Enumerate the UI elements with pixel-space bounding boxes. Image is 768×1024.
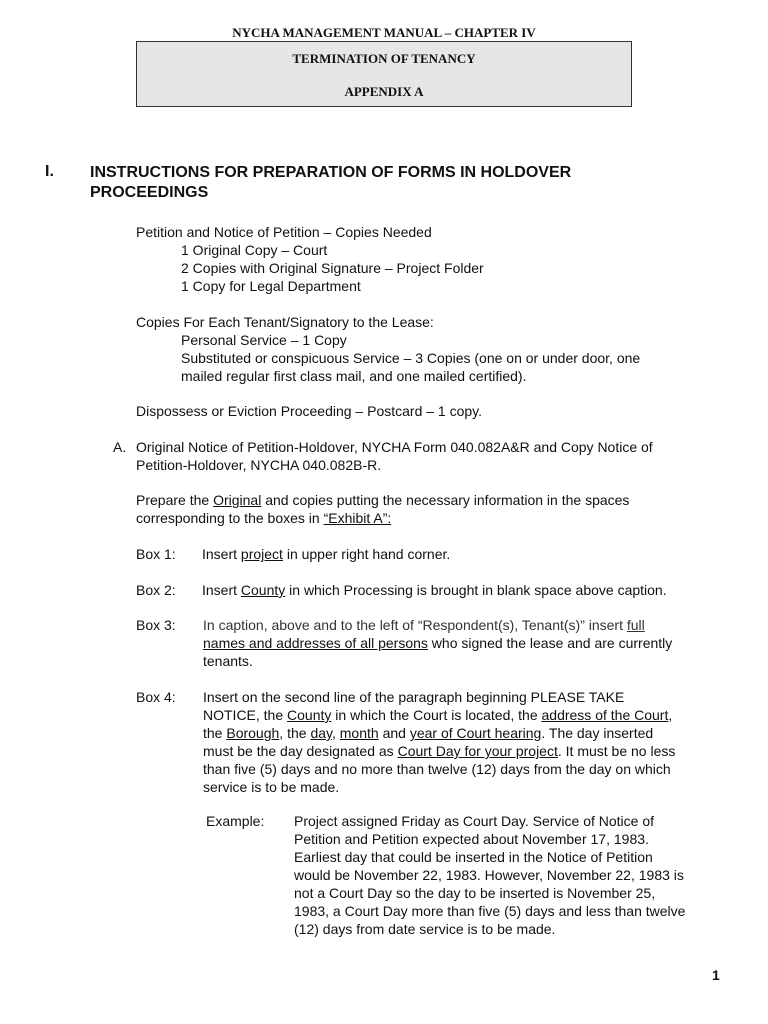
- example-line: would be November 22, 1983. However, November 22, 1983 is: [294, 867, 684, 883]
- petition-item: 1 Copy for Legal Department: [181, 278, 361, 294]
- appendix-label: APPENDIX A: [344, 84, 424, 99]
- original-term: Original: [213, 492, 262, 508]
- section-number: I.: [45, 163, 54, 180]
- example-line: not a Court Day so the day to be inserted is November 25,: [294, 885, 656, 901]
- manual-title: NYCHA MANAGEMENT MANUAL – CHAPTER IV: [232, 25, 536, 40]
- box2-label: Box 2:: [136, 582, 176, 598]
- box4-text-continued: service is to be made.: [203, 779, 340, 795]
- example-label: Example:: [206, 813, 265, 829]
- copies-item: Personal Service – 1 Copy: [181, 332, 347, 348]
- copies-item: Substituted or conspicuous Service – 3 Copies (one on or under door, one: [181, 350, 641, 366]
- item-a-letter: A.: [113, 439, 127, 455]
- prepare-paragraph: Prepare the Original and copies putting the necessary information in the spaces: [136, 492, 630, 508]
- chapter-title: TERMINATION OF TENANCY: [292, 51, 476, 66]
- petition-heading: Petition and Notice of Petition – Copies Needed: [136, 224, 432, 240]
- copies-heading: Copies For Each Tenant/Signatory to the Lease:: [136, 314, 434, 330]
- box3-label: Box 3:: [136, 617, 176, 633]
- item-a-text: Original Notice of Petition-Holdover, NYCHA Form 040.082A&R and Copy Notice of: [136, 439, 653, 455]
- box3-text-continued: tenants.: [203, 653, 253, 669]
- page-number: 1: [712, 967, 720, 983]
- box4-text-continued: must be the day designated as Court Day for your project. It must be no less: [203, 743, 676, 759]
- box4-label: Box 4:: [136, 689, 176, 705]
- box4-text-continued: NOTICE, the County in which the Court is located, the address of the Court,: [203, 707, 673, 723]
- box3-text-continued: names and addresses of all persons who signed the lease and are currently: [203, 635, 673, 651]
- example-line: (12) days from date service is to be made.: [294, 921, 556, 937]
- box4-text: Insert on the second line of the paragraph beginning PLEASE TAKE: [203, 689, 625, 705]
- section-title: INSTRUCTIONS FOR PREPARATION OF FORMS IN HOLDOVER PROCEEDINGS: [90, 164, 572, 201]
- example-line: Petition and Petition expected about November 17, 1983.: [294, 831, 649, 847]
- box3-text: In caption, above and to the left of “Respondent(s), Tenant(s)” insert full: [203, 617, 645, 633]
- chapter-header-box: [136, 41, 632, 107]
- petition-item: 2 Copies with Original Signature – Project Folder: [181, 260, 484, 276]
- petition-item: 1 Original Copy – Court: [181, 242, 328, 258]
- prepare-paragraph-continued: corresponding to the boxes in “Exhibit A”:: [136, 510, 392, 526]
- example-line: Project assigned Friday as Court Day. Service of Notice of: [294, 813, 655, 829]
- box1-label: Box 1:: [136, 546, 176, 562]
- dispossess-line: Dispossess or Eviction Proceeding – Postcard – 1 copy.: [136, 403, 483, 419]
- copies-item-continued: mailed regular first class mail, and one mailed certified).: [181, 368, 527, 384]
- box1-text: Insert project in upper right hand corner.: [202, 546, 451, 562]
- box4-text-continued: the Borough, the day, month and year of Court hearing. The day inserted: [203, 725, 654, 741]
- item-a-text-continued: Petition-Holdover, NYCHA 040.082B-R.: [136, 457, 382, 473]
- box2-text: Insert County in which Processing is brought in blank space above caption.: [202, 582, 667, 598]
- example-line: 1983, a Court Day more than five (5) days and less than twelve: [294, 903, 686, 919]
- box4-text-continued: than five (5) days and no more than twelve (12) days from the day on which: [203, 761, 671, 777]
- exhibit-a-reference: “Exhibit A”:: [323, 510, 392, 526]
- example-line: Earliest day that could be inserted in the Notice of Petition: [294, 849, 653, 865]
